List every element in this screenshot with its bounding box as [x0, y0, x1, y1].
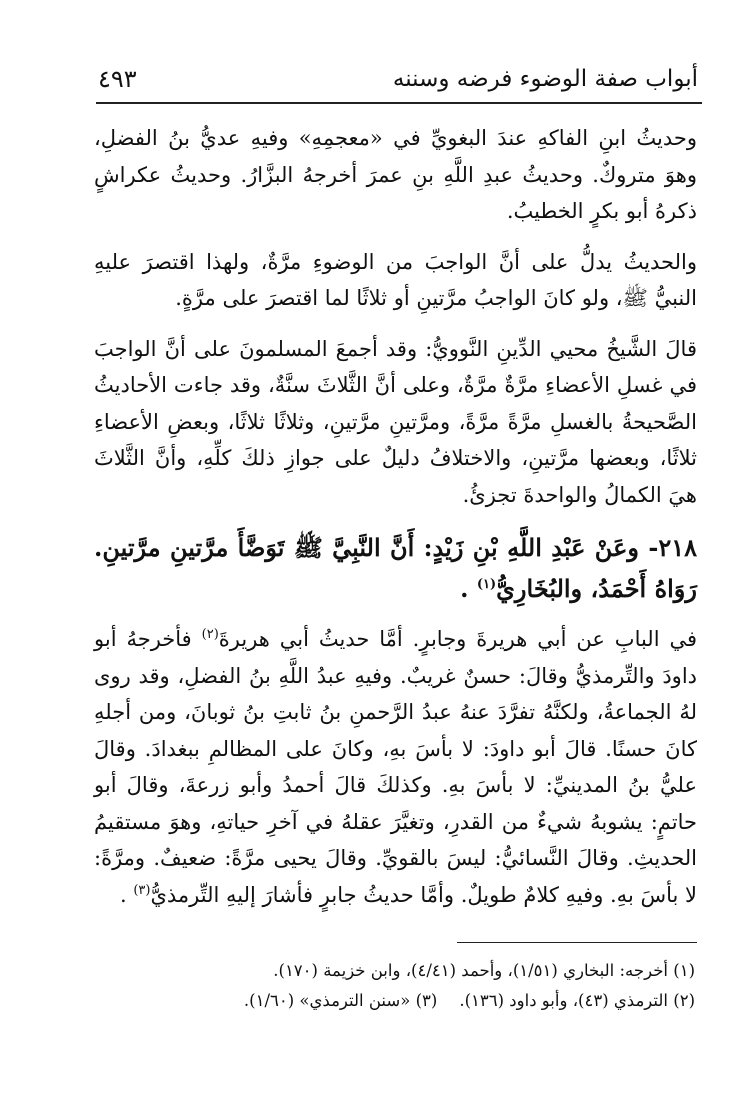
paragraph-4-end: . — [119, 882, 127, 907]
paragraph-4-part-a: في البابِ عن أبي هريرةَ وجابرٍ. أمَّا حديثُ أبي هريرةَ — [218, 627, 697, 651]
paragraph-3: قالَ الشَّيخُ محيي الدِّينِ النَّوويُّ: وقد أجمعَ المسلمونَ على أنَّ الواجبَ في غسلِ الأعضاءِ مرَّةٌ مرَّةٌ، وعلى أنَّ الثَّلاثَ سنَّةٌ، وقد جاءت الأحاديثُ الصَّحيحةُ بالغسلِ مرَّةً مرَّةً، ومرَّتينِ مرَّتينِ، وثلاثًا ثلاثًا، وبعضِ الأعضاءِ ثلاثًا، وبعضها مرَّتينِ، والاختلافُ دليلٌ على جوازِ ذلكَ كلِّهِ، وأنَّ الثَّلاثَ هيَ الكمالُ والواحدةَ تجزئُ. — [94, 336, 697, 507]
footnote-marker-2: (٢) — [201, 627, 219, 642]
paragraph-4-part-b: فأخرجهُ أبو داودَ والتِّرمذيُّ وقالَ: حسنٌ غريبٌ. وفيهِ عبدُ اللَّهِ بنُ الفضلِ، وقد روى لهُ الجماعةُ، ولكنَّهُ تفرَّدَ عنهُ عبدُ الرَّحمنِ بنُ ثابتِ بنُ ثوبانَ، ومن أجلهِ كانَ حسنًا. قالَ أبو داودَ: لا بأسَ بهِ، وكانَ على المظالمِ ببغدادَ. وقالَ عليُّ بنُ المدينيِّ: لا بأسَ بهِ. وكذلكَ قالَ أحمدُ وأبو زرعةَ، وقالَ أبو حاتمٍ: يشوبهُ شيءٌ من القدرِ، وتغيَّرَ عقلهُ في آخرِ حياتهِ، وهوَ مستقيمُ الحديثِ. وقالَ النَّسائيُّ: ليسَ بالقويِّ. وقالَ يحيى مرَّةً: ضعيفٌ. ومرَّةً: لا بأسَ بهِ. وفيهِ كلامٌ طويلٌ. وأمَّا حديثُ جابرٍ فأشارَ إليهِ التِّرمذيُّ — [94, 627, 697, 907]
hadith-218 — [94, 527, 697, 609]
footnote-rule — [457, 942, 697, 943]
main-text — [94, 120, 697, 927]
footnotes — [95, 956, 695, 1016]
page-number: ٤٩٣ — [98, 65, 137, 93]
header-rule — [96, 102, 702, 104]
chapter-title: أبواب صفة الوضوء فرضه وسننه — [392, 66, 698, 92]
footnote-marker-3: (٣) — [133, 882, 151, 898]
footnote-marker-1: (١) — [476, 577, 497, 592]
footnote-row-2 — [95, 986, 695, 1016]
footnote-1: (١) أخرجه: البخاري (١/٥١)، وأحمد (٤/٤١)، وابن خزيمة (١٧٠). — [273, 961, 695, 980]
hadith-end: . — [460, 574, 469, 603]
paragraph-4 — [94, 621, 697, 913]
footnote-2: (٢) الترمذي (٤٣)، وأبو داود (١٣٦). — [459, 991, 695, 1010]
running-header — [98, 62, 698, 96]
paragraph-1: وحديثُ ابنِ الفاكهِ عندَ البغويِّ في «معجمِهِ» وفيهِ عديُّ بنُ الفضلِ، وهوَ متروكٌ. وحديثُ عبدِ اللَّهِ بنِ عمرَ أخرجهُ البزَّارُ. وحديثُ عكراشٍ ذكرهُ أبو بكرٍ الخطيبُ. — [94, 126, 697, 223]
footnote-3: (٣) «سنن الترمذي» (١/٦٠). — [243, 991, 438, 1010]
hadith-number: ٢١٨- — [648, 533, 697, 562]
hadith-text: وعَنْ عَبْدِ اللَّهِ بْنِ زَيْدٍ: أَنَّ النَّبِيَّ ﷺ تَوَضَّأَ مرَّتينِ مرَّتينِ. رَوَاهُ أَحْمَدُ، والبُخَارِيُّ — [94, 533, 697, 603]
paragraph-2: والحديثُ يدلُّ على أنَّ الواجبَ من الوضوءِ مرَّةٌ، ولهذا اقتصرَ عليهِ النبيُّ ﷺ، ولو كانَ الواجبُ مرَّتينِ أو ثلاثًا لما اقتصرَ على مرَّةٍ. — [94, 249, 697, 310]
